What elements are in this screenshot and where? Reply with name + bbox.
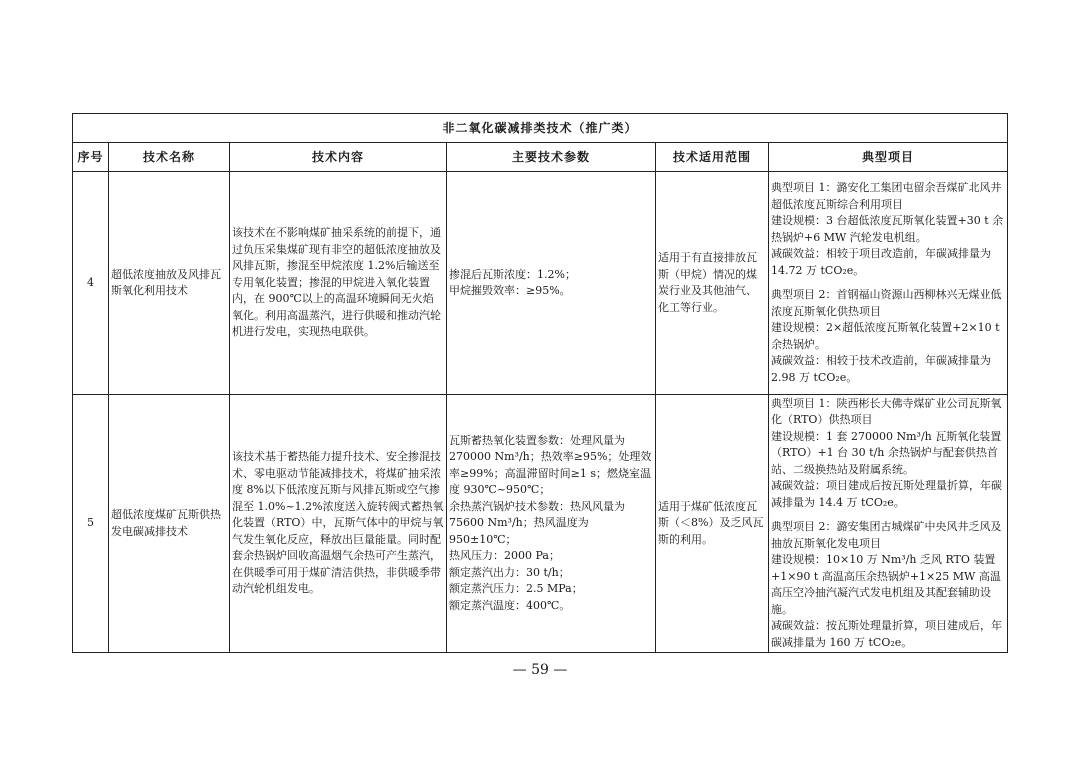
project-scale: 建设规模：1 套 270000 Nm³/h 瓦斯氧化装置（RTO）+1 台 30 t/h 余热锅炉与配套供热首站、二级换热站及附属系统。 (771, 429, 1002, 476)
header-num: 序号 (73, 143, 109, 172)
param-line: 额定蒸汽压力：2.5 MPa； (449, 582, 583, 596)
header-scope: 技术适用范围 (656, 143, 769, 172)
param-line: 额定蒸汽出力：30 t/h； (449, 565, 570, 579)
project-title: 典型项目 1：陕西彬长大佛寺煤矿业公司瓦斯氧化（RTO）供热项目 (771, 396, 1002, 427)
typical-projects (769, 395, 1008, 653)
header-content: 技术内容 (230, 143, 447, 172)
table-title: 非二氧化碳减排类技术（推广类） (73, 114, 1008, 143)
typical-projects (769, 172, 1008, 395)
project-effect: 减碳效益：项目建成后按瓦斯处理量折算，年碳减排量为 14.4 万 tCO₂e。 (771, 479, 1002, 509)
tech-scope: 适用于煤矿低浓度瓦斯（＜8%）及乏风瓦斯的利用。 (656, 395, 769, 653)
project-scale: 建设规模：10×10 万 Nm³/h 乏风 RTO 装置+1×90 t 高温高压余热锅炉+1×25 MW 高温高压空冷抽汽凝汽式发电机组及其配套辅助设施。 (771, 553, 1001, 616)
param-line: 热风压力：2000 Pa； (449, 549, 560, 563)
tech-name: 超低浓度煤矿瓦斯供热发电碳减排技术 (109, 395, 230, 653)
row-number: 5 (73, 395, 109, 653)
table-row (73, 172, 1008, 395)
header-row (73, 143, 1008, 172)
param-line: 掺混后瓦斯浓度：1.2%； (449, 267, 576, 281)
tech-params (447, 395, 656, 653)
project-scale: 建设规模：3 台超低浓度瓦斯氧化装置+30 t 余热锅炉+6 MW 汽轮发电机组。 (771, 214, 1004, 244)
header-params: 主要技术参数 (447, 143, 656, 172)
param-line: 甲烷摧毁效率：≥95%。 (449, 284, 571, 297)
project-title: 典型项目 2：首钢福山资源山西柳林兴无煤业低浓度瓦斯氧化供热项目 (771, 288, 1002, 318)
tech-table (72, 113, 1008, 653)
tech-params (447, 172, 656, 395)
header-name: 技术名称 (109, 143, 230, 172)
page-number: — 59 — (512, 662, 568, 678)
project-scale: 建设规模：2×超低浓度瓦斯氧化装置+2×10 t 余热锅炉。 (771, 321, 1000, 351)
project-title: 典型项目 2：潞安集团古城煤矿中央风井乏风及抽放瓦斯氧化发电项目 (771, 520, 1002, 550)
tech-scope: 适用于有直接排放瓦斯（甲烷）情况的煤炭行业及其他油气、化工等行业。 (656, 172, 769, 395)
project-effect: 减碳效益：按瓦斯处理量折算，项目建成后，年碳减排量为 160 万 tCO₂e。 (771, 619, 1002, 649)
project-effect: 减碳效益：相较于项目改造前，年碳减排量为 14.72 万 tCO₂e。 (771, 247, 991, 277)
tech-name: 超低浓度抽放及风排瓦斯氧化利用技术 (109, 172, 230, 395)
table-row (73, 395, 1008, 653)
project-title: 典型项目 1：潞安化工集团屯留余吾煤矿北风井超低浓度瓦斯综合利用项目 (771, 181, 1002, 211)
tech-content: 该技术基于蓄热能力提升技术、安全掺混技术、零电驱动节能减排技术，将煤矿抽采浓度 8%以下低浓度瓦斯与风排瓦斯或空气掺混至 1.0%~1.2%浓度送入旋转阀式蓄热氧化装置（RTO）中，瓦斯气体中的甲烷与氧气发生氧化反应，释放出巨量能量。同时配套余热锅炉回收高温烟气余热可产生蒸汽，在供暖季可用于煤矿清洁供热，非供暖季带动汽轮机组发电。 (230, 395, 447, 653)
row-number: 4 (73, 172, 109, 395)
header-projects: 典型项目 (769, 143, 1008, 172)
param-line: 额定蒸汽温度：400℃。 (449, 598, 571, 612)
project-effect: 减碳效益：相较于技术改造前，年碳减排量为 2.98 万 tCO₂e。 (771, 354, 991, 384)
tech-content: 该技术在不影响煤矿抽采系统的前提下，通过负压采集煤矿现有非空的超低浓度抽放及风排瓦斯，掺混至甲烷浓度 1.2%后输送至专用氧化装置；掺混的甲烷进入氧化装置内，在 900℃以上的高温环境瞬间无火焰氧化。利用高温蒸汽，进行供暖和推动汽轮机进行发电，实现热电联供。 (230, 172, 447, 395)
param-line: 瓦斯蓄热氧化装置参数：处理风量为 270000 Nm³/h；热效率≥95%；处理效率≥99%；高温滞留时间≥1 s；燃烧室温度 930℃~950℃； (449, 433, 652, 497)
param-line: 余热蒸汽锅炉技术参数：热风风量为 75600 Nm³/h；热风温度为 950±10℃； (449, 499, 625, 546)
